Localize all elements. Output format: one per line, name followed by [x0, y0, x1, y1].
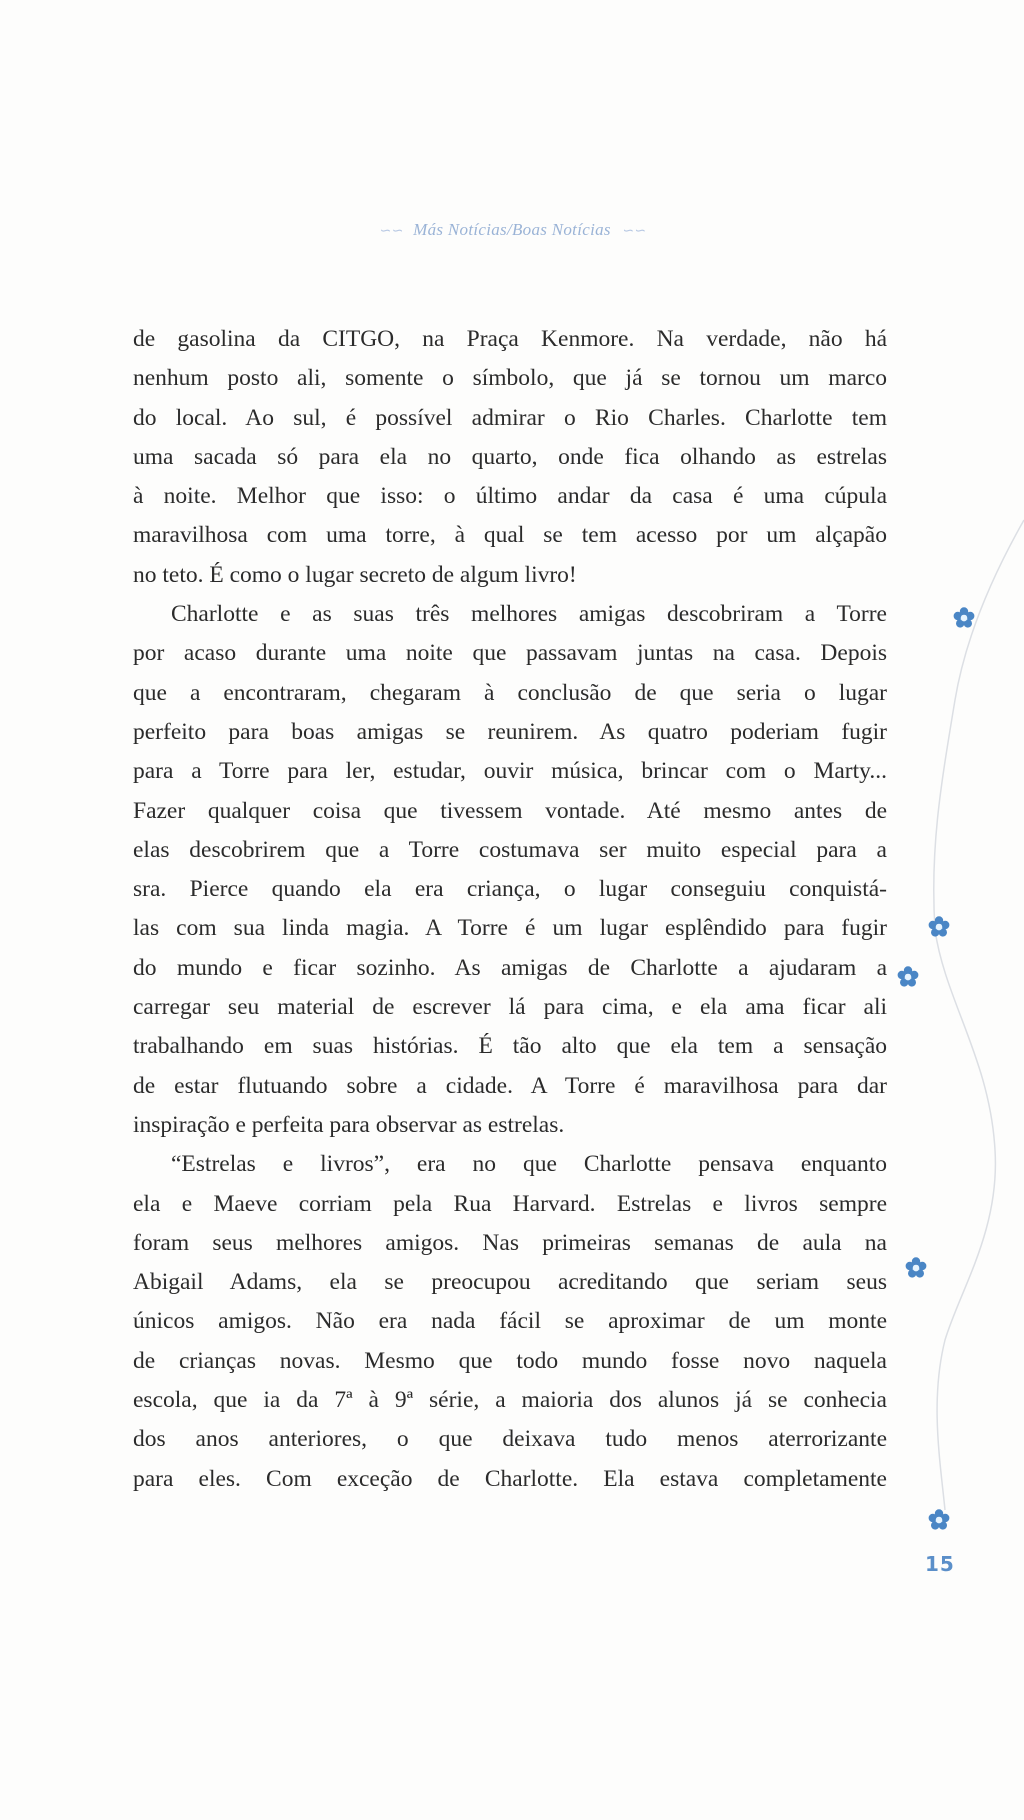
flower-icon — [896, 965, 920, 989]
text-line: que a encontraram, chegaram à conclusão de que seria o lugar — [133, 679, 887, 706]
text-line: maravilhosa com uma torre, à qual se tem acesso por um alçapão — [133, 522, 887, 549]
ornament-right-icon: ∽∽ — [621, 224, 646, 239]
text-line: para eles. Com exceção de Charlotte. Ela estava completamente — [133, 1465, 887, 1492]
text-line: perfeito para boas amigas se reunirem. As quatro poderiam fugir — [133, 718, 887, 745]
text-line: dos anos anteriores, o que deixava tudo menos aterrorizante — [133, 1426, 887, 1453]
ornament-left-icon: ∽∽ — [378, 224, 403, 239]
body-text — [133, 320, 887, 1499]
paragraph-2 — [133, 595, 887, 1145]
flower-icon — [952, 606, 976, 630]
flower-icon — [904, 1256, 928, 1280]
running-title: Más Notícias/Boas Notícias — [413, 220, 611, 239]
flower-icon — [927, 1508, 951, 1532]
text-line: Charlotte e as suas três melhores amigas descobriram a Torre — [171, 601, 887, 628]
flower-icon — [927, 915, 951, 939]
text-line: ela e Maeve corriam pela Rua Harvard. Estrelas e livros sempre — [133, 1190, 887, 1217]
text-line: trabalhando em suas histórias. É tão alto que ela tem a sensação — [133, 1033, 887, 1060]
text-line: de estar flutuando sobre a cidade. A Torre é maravilhosa para dar — [133, 1072, 887, 1099]
text-line: inspiração e perfeita para observar as estrelas. — [133, 1111, 565, 1138]
text-line: únicos amigos. Não era nada fácil se aproximar de um monte — [133, 1308, 887, 1335]
text-line: foram seus melhores amigos. Nas primeiras semanas de aula na — [133, 1229, 887, 1256]
text-line: de crianças novas. Mesmo que todo mundo fosse novo naquela — [133, 1347, 887, 1374]
text-line: Fazer qualquer coisa que tivessem vontade. Até mesmo antes de — [133, 797, 887, 824]
paragraph-1 — [133, 320, 887, 595]
text-line: para a Torre para ler, estudar, ouvir música, brincar com o Marty... — [133, 758, 887, 785]
running-header — [0, 220, 1024, 240]
text-line: nenhum posto ali, somente o símbolo, que já se tornou um marco — [133, 365, 887, 392]
text-line: à noite. Melhor que isso: o último andar da casa é uma cúpula — [133, 483, 887, 510]
text-line: do mundo e ficar sozinho. As amigas de Charlotte a ajudaram a — [133, 954, 887, 981]
text-line: escola, que ia da 7ª à 9ª série, a maioria dos alunos já se conhecia — [133, 1387, 887, 1414]
text-line: “Estrelas e livros”, era no que Charlotte pensava enquanto — [171, 1151, 887, 1178]
text-line: uma sacada só para ela no quarto, onde fica olhando as estrelas — [133, 443, 887, 470]
text-line: las com sua linda magia. A Torre é um lugar esplêndido para fugir — [133, 915, 887, 942]
text-line: sra. Pierce quando ela era criança, o lugar conseguiu conquistá- — [133, 876, 887, 903]
text-line: por acaso durante uma noite que passavam juntas na casa. Depois — [133, 640, 887, 667]
paragraph-3 — [133, 1145, 887, 1499]
text-line: Abigail Adams, ela se preocupou acreditando que seriam seus — [133, 1269, 887, 1296]
text-line: elas descobrirem que a Torre costumava ser muito especial para a — [133, 836, 887, 863]
text-line: do local. Ao sul, é possível admirar o Rio Charles. Charlotte tem — [133, 404, 887, 431]
text-line: de gasolina da CITGO, na Praça Kenmore. Na verdade, não há — [133, 326, 887, 352]
text-line: carregar seu material de escrever lá para cima, e ela ama ficar ali — [133, 994, 887, 1021]
text-line: no teto. É como o lugar secreto de algum livro! — [133, 561, 577, 588]
page-number: 15 — [925, 1552, 955, 1576]
